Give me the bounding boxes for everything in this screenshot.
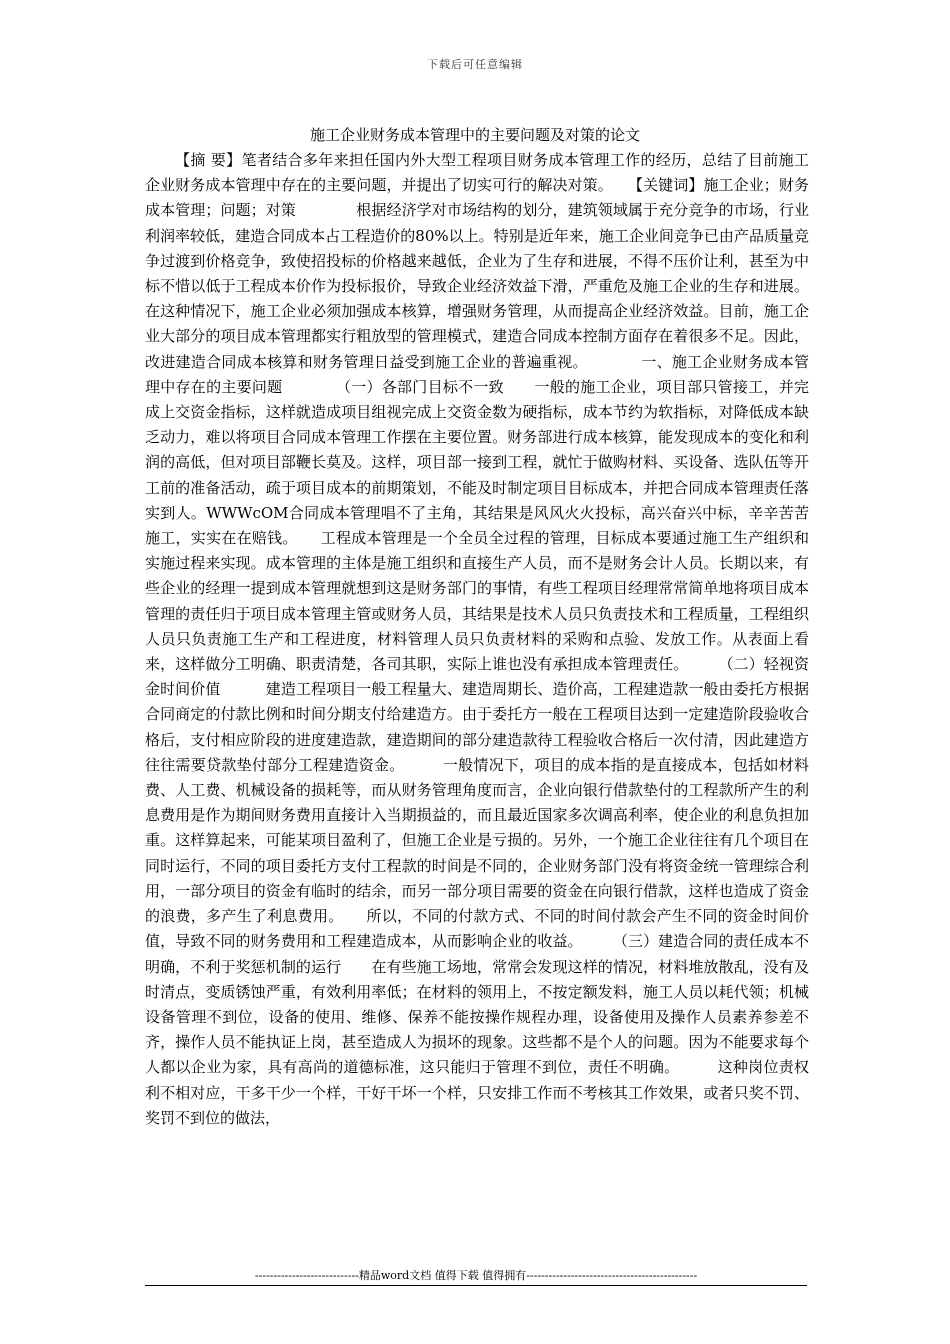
document-title: 施工企业财务成本管理中的主要问题及对策的论文 bbox=[309, 126, 640, 144]
footer-rule bbox=[145, 1285, 807, 1286]
header-note: 下载后可任意编辑 bbox=[427, 58, 523, 71]
document-body: 【摘 要】笔者结合多年来担任国内外大型工程项目财务成本管理工作的经历，总结了目前施工企业财务成本管理中存在的主要问题，并提出了切实可行的解决对策。 【关键词】施工企业；财务成本管理；问题；对策 根据经济学对市场结构的划分，建筑领域属于充分竞争的市场，行业利润率较低，建造合同成本占工程造价的80%以上。特别是近年来，施工企业间竞争已由产品质量竞争过渡到价格竞争，致使招投标的价格越来越低，企业为了生存和进展，不得不压价让利，甚至为中标不惜以低于工程成本价作为投标报价，导致企业经济效益下滑，严重危及施工企业的生存和进展。在这种情况下，施工企业必须加强成本核算，增强财务管理，从而提高企业经济效益。目前，施工企业大部分的项目成本管理都实行粗放型的管理模式，建造合同成本控制方面存在着很多不足。因此，改进建造合同成本核算和财务管理日益受到施工企业的普遍重视。 一、施工企业财务成本管理中存在的主要问题 （一）各部门目标不一致 一般的施工企业，项目部只管接工，并完成上交资金指标，这样就造成项目组视完成上交资金数为硬指标，成本节约为软指标，对降低成本缺乏动力，难以将项目合同成本管理工作摆在主要位置。财务部进行成本核算，能发现成本的变化和利润的高低，但对项目部鞭长莫及。这样，项目部一接到工程，就忙于做购材料、买设备、选队伍等开工前的准备活动，疏于项目成本的前期策划，不能及时制定项目目标成本，并把合同成本管理责任落实到人。WWWcOM合同成本管理唱不了主角，其结果是风风火火投标，高兴奋兴中标，辛辛苦苦施工，实实在在赔钱。 工程成本管理是一个全员全过程的管理，目标成本要通过施工生产组织和实施过程来实现。成本管理的主体是施工组织和直接生产人员，而不是财务会计人员。长期以来，有些企业的经理一提到成本管理就想到这是财务部门的事情，有些工程项目经理常常简单地将项目成本管理的责任归于项目成本管理主管或财务人员，其结果是技术人员只负责技术和工程质量，工程组织人员只负责施工生产和工程进度，材料管理人员只负责材料的采购和点验、发放工作。从表面上看来，这样做分工明确、职责清楚，各司其职，实际上谁也没有承担成本管理责任。 （二）轻视资金时间价值 建造工程项目一般工程量大、建造周期长、造价高，工程建造款一般由委托方根据合同商定的付款比例和时间分期支付给建造方。由于委托方一般在工程项目达到一定建造阶段验收合格后，支付相应阶段的进度建造款，建造期间的部分建造款待工程验收合格后一次付清，因此建造方往往需要贷款垫付部分工程建造资金。 一般情况下，项目的成本指的是直接成本，包括如材料费、人工费、机械设备的损耗等，而从财务管理角度而言，企业向银行借款垫付的工程款所产生的利息费用是作为期间财务费用直接计入当期损益的，而且最近国家多次调高利率，使企业的利息负担加重。这样算起来，可能某项目盈利了，但施工企业是亏损的。另外，一个施工企业往往有几个项目在同时运行，不同的项目委托方支付工程款的时间是不同的，企业财务部门没有将资金统一管理综合利用，一部分项目的资金有临时的结余，而另一部分项目需要的资金在向银行借款，这样也造成了资金的浪费，多产生了利息费用。 所以，不同的付款方式、不同的时间付款会产生不同的资金时间价值，导致不同的财务费用和工程建造成本，从而影响企业的收益。 （三）建造合同的责任成本不明确，不利于奖惩机制的运行 在有些施工场地，常常会发现这样的情况，材料堆放散乱，没有及时清点，变质锈蚀严重，有效利用率低；在材料的领用上，不按定额发料，施工人员以耗代领；机械设备管理不到位，设备的使用、维修、保养不能按操作规程办理，设备使用及操作人员素养参差不齐，操作人员不能执证上岗，甚至造成人为损坏的现象。这些都不是个人的问题。因为不能要求每个人都以企业为家，具有高尚的道德标准，这只能归于管理不到位，责任不明确。 这种岗位责权利不相对应，干多干少一个样，干好干坏一个样，只安排工作而不考核其工作效果，或者只奖不罚、奖罚不到位的做法， bbox=[145, 151, 809, 1127]
footer-text: ----------------------------精品word文档 值得下载 值得拥有---------------------------------------------- bbox=[254, 1269, 698, 1282]
